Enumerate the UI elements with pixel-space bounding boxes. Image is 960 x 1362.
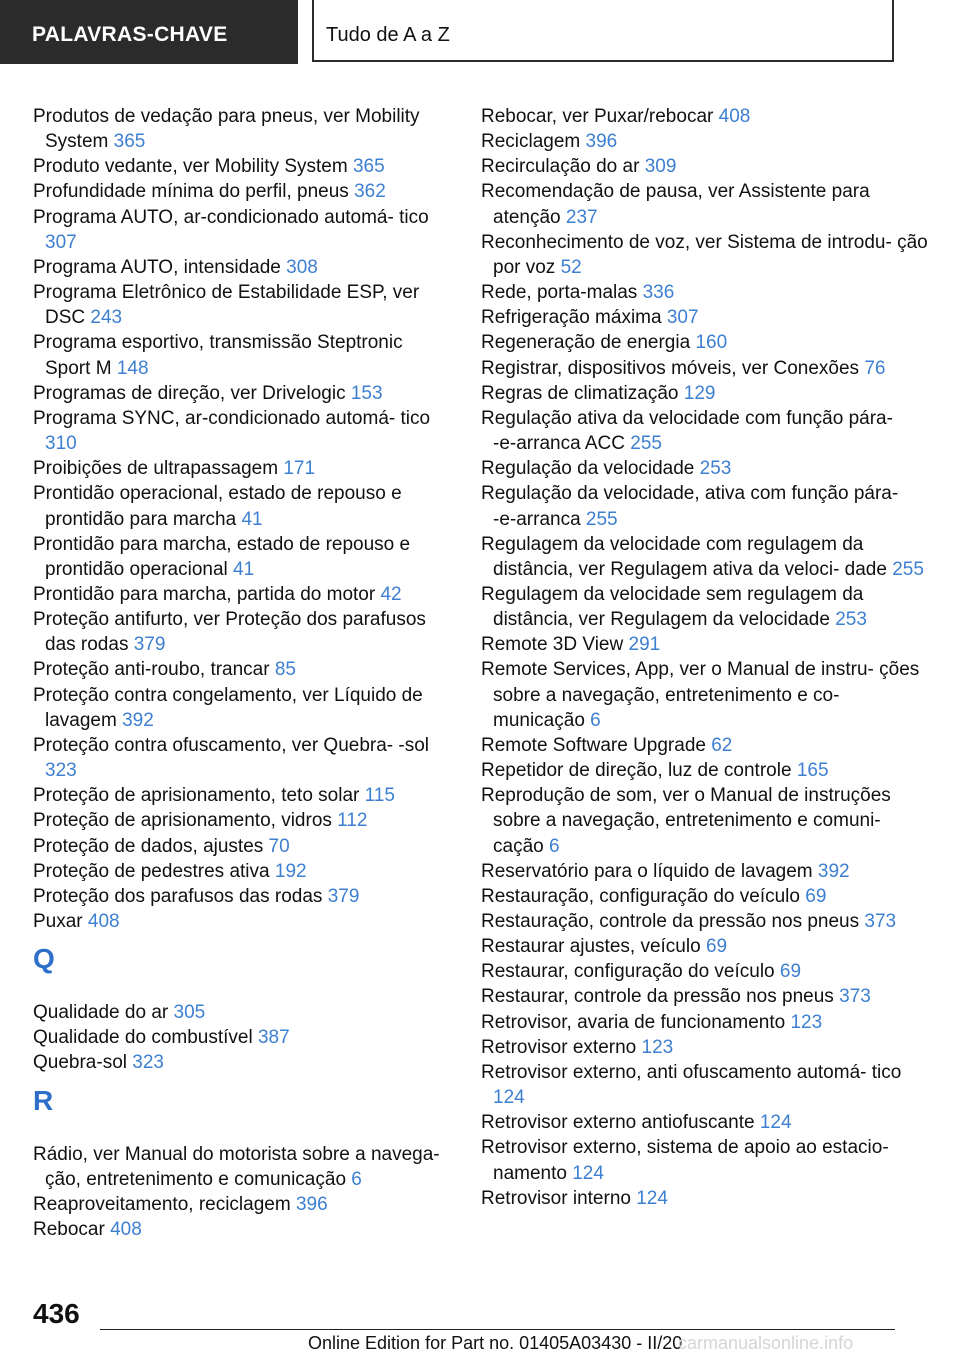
subsection-tab: Tudo de A a Z: [312, 0, 894, 62]
index-entry: [481, 330, 931, 355]
index-entry: [481, 305, 931, 330]
index-entry-term: Retrovisor interno: [481, 1187, 637, 1209]
page-reference-link[interactable]: 124: [759, 1112, 792, 1134]
index-entry-term: Programa esportivo, transmissão Steptronic Sport M: [33, 332, 403, 379]
page-reference-link[interactable]: 243: [90, 307, 123, 329]
index-entry-term: Proteção de dados, ajustes: [33, 835, 269, 857]
page-reference-link[interactable]: 112: [337, 810, 368, 832]
page-reference-link[interactable]: 365: [352, 156, 385, 178]
index-entry-term: Remote Software Upgrade: [481, 734, 712, 756]
index-entry-term: Reciclagem: [481, 131, 586, 153]
index-entry: [481, 657, 931, 732]
page-reference-link[interactable]: 115: [364, 785, 395, 807]
index-entry: [481, 959, 931, 984]
page-reference-link[interactable]: 291: [628, 634, 661, 656]
index-entry-term: Rebocar, ver Puxar/rebocar: [481, 106, 719, 127]
index-entry: [33, 532, 445, 582]
page-reference-link[interactable]: 373: [839, 986, 871, 1008]
index-entry: [481, 532, 931, 582]
index-entry-term: Recomendação de pausa, ver Assistente para atenção: [481, 181, 870, 228]
page-reference-link[interactable]: 124: [572, 1162, 604, 1184]
index-entry-term: Restaurar, configuração do veículo: [481, 961, 780, 983]
index-entry: [481, 582, 931, 632]
page-reference-link[interactable]: 307: [666, 307, 699, 329]
page-header: [0, 0, 960, 64]
page-reference-link[interactable]: 309: [644, 156, 677, 178]
index-entry-term: Retrovisor externo, sistema de apoio ao estacio‑ namento: [481, 1137, 889, 1184]
page-reference-link[interactable]: 192: [274, 860, 307, 882]
index-column-left: [33, 104, 445, 1242]
index-entry-term: Restaurar, controle da pressão nos pneus: [481, 986, 840, 1008]
index-entry: [481, 1135, 931, 1185]
index-entry-term: Proteção de pedestres ativa: [33, 860, 275, 882]
index-letter-heading: R: [33, 1084, 54, 1116]
index-entry: [481, 984, 931, 1009]
page-reference-link[interactable]: 123: [641, 1036, 674, 1058]
page-reference-link[interactable]: 52: [560, 256, 582, 278]
index-entry: [481, 280, 931, 305]
index-entry: [33, 154, 445, 179]
index-entry-term: Produto vedante, ver Mobility System: [33, 156, 353, 178]
index-entry: [481, 356, 931, 381]
index-entry: [33, 1000, 445, 1025]
page-reference-link[interactable]: 255: [630, 433, 662, 455]
page-reference-link[interactable]: 165: [796, 760, 829, 782]
page-reference-link[interactable]: 69: [705, 936, 728, 958]
index-entry-term: Prontidão operacional, estado de repouso e prontidão para marcha: [33, 483, 402, 530]
page-reference-link[interactable]: 124: [636, 1187, 668, 1209]
page-reference-link[interactable]: 373: [864, 911, 897, 932]
page-reference-link[interactable]: 255: [585, 508, 618, 530]
page-reference-link[interactable]: 171: [283, 458, 316, 480]
index-entry-term: Reservatório para o líquido de lavagem: [481, 860, 818, 882]
page-reference-link[interactable]: 379: [133, 634, 166, 656]
index-entry-term: Proteção anti‑roubo, trancar: [33, 659, 275, 681]
index-entry-term: Puxar: [33, 911, 88, 932]
index-entry-term: Rede, porta‑malas: [481, 282, 643, 304]
index-entry: [33, 884, 445, 909]
index-entry-term: Regulação da velocidade: [481, 458, 700, 480]
page-reference-link[interactable]: 153: [350, 382, 383, 404]
index-entry: [33, 280, 445, 330]
index-entry: [33, 657, 445, 682]
index-entry-term: Proteção dos parafusos das rodas: [33, 885, 328, 907]
page-number: 436: [33, 1298, 80, 1329]
index-entry: [481, 456, 931, 481]
index-entry: [33, 834, 445, 859]
index-entry: [481, 884, 931, 909]
index-entry-term: Restaurar ajustes, veículo: [481, 936, 706, 958]
index-entry-term: Programa AUTO, ar‑condicionado automá‑ tico: [33, 206, 429, 228]
page-reference-link[interactable]: 255: [892, 558, 924, 580]
page-reference-link[interactable]: 123: [790, 1011, 823, 1033]
index-entry-term: Proteção de aprisionamento, teto solar: [33, 785, 365, 807]
page-reference-link[interactable]: 85: [274, 659, 296, 681]
index-entry: [33, 205, 445, 255]
index-entry-term: Restauração, controle da pressão nos pneus: [481, 911, 865, 932]
index-entry-term: Restauração, configuração do veículo: [481, 885, 806, 907]
page-reference-link[interactable]: 253: [835, 609, 867, 631]
index-entry-term: Rádio, ver Manual do motorista sobre a navega‑ ção, entretenimento e comunicação: [33, 1143, 440, 1190]
index-entry-term: Retrovisor, avaria de funcionamento: [481, 1011, 791, 1033]
index-entry-term: Qualidade do combustível: [33, 1027, 258, 1049]
index-entry-term: Retrovisor externo, anti ofuscamento automá‑ tico: [481, 1061, 902, 1083]
page-reference-link[interactable]: 305: [173, 1002, 206, 1024]
index-entry: [481, 481, 931, 531]
page-reference-link[interactable]: 41: [241, 508, 263, 530]
index-entry-term: Profundidade mínima do perfil, pneus: [33, 181, 355, 203]
page-reference-link[interactable]: 362: [354, 181, 386, 203]
page-reference-link[interactable]: 69: [779, 961, 802, 983]
index-entry-term: Retrovisor externo antiofuscante: [481, 1112, 760, 1134]
index-entry-term: Proteção antifurto, ver Proteção dos parafusos das rodas: [33, 609, 426, 656]
page-reference-link[interactable]: 323: [45, 760, 77, 782]
index-entry: [481, 406, 931, 456]
index-entry-term: Prontidão para marcha, estado de repouso e prontidão operacional: [33, 533, 411, 580]
page-reference-link[interactable]: 307: [45, 231, 77, 253]
index-entry: [33, 330, 445, 380]
index-entry: [481, 1186, 931, 1211]
index-entry: [33, 381, 445, 406]
index-letter-heading: Q: [33, 943, 55, 975]
page-reference-link[interactable]: 396: [585, 131, 618, 153]
section-tab: PALAVRAS-CHAVE: [0, 0, 298, 64]
index-entry-term: Proteção de aprisionamento, vidros: [33, 810, 338, 832]
index-entry: [33, 1050, 445, 1075]
index-entry-term: Qualidade do ar: [33, 1002, 174, 1024]
page-reference-link[interactable]: 310: [45, 433, 77, 455]
index-entry-term: Recirculação do ar: [481, 156, 645, 178]
page-reference-link[interactable]: 6: [351, 1168, 362, 1190]
index-entry: [481, 859, 931, 884]
index-entry-term: Repetidor de direção, luz de controle: [481, 760, 797, 782]
index-entry: [481, 758, 931, 783]
index-entry-term: Programa AUTO, intensidade: [33, 256, 287, 278]
page-reference-link[interactable]: 392: [122, 709, 154, 731]
page-reference-link[interactable]: 408: [718, 106, 751, 127]
index-entry: [481, 381, 931, 406]
footer-divider: [100, 1329, 895, 1330]
index-entry: [481, 632, 931, 657]
index-entry-term: Programas de direção, ver Drivelogic: [33, 382, 351, 404]
index-entry: [33, 255, 445, 280]
page-reference-link[interactable]: 408: [87, 911, 120, 932]
page-reference-link[interactable]: 62: [711, 734, 733, 756]
index-entry-term: Proteção contra congelamento, ver Líquido de lavagem: [33, 684, 423, 731]
index-entry: [481, 154, 931, 179]
index-entry-term: Rebocar: [33, 1219, 111, 1241]
index-entry: [33, 1217, 445, 1242]
index-entry-term: Proibições de ultrapassagem: [33, 458, 284, 480]
index-entry: [33, 104, 445, 154]
index-entry: [481, 783, 931, 858]
index-entry: [481, 1060, 931, 1110]
index-entry: [33, 808, 445, 833]
index-entry: [481, 1035, 931, 1060]
index-entry-term: Prontidão para marcha, partida do motor: [33, 583, 381, 605]
index-entry-term: Regulagem da velocidade sem regulagem da distância, ver Regulagem da velocidade: [481, 583, 864, 631]
index-entry-term: Produtos de vedação para pneus, ver Mobility System: [33, 106, 420, 153]
index-entry: [481, 1110, 931, 1135]
index-entry: [481, 733, 931, 758]
index-entry: [481, 104, 931, 129]
index-entry: [33, 683, 445, 733]
page-reference-link[interactable]: 323: [132, 1052, 164, 1074]
index-entry: [481, 230, 931, 280]
page-reference-link[interactable]: 129: [683, 382, 716, 404]
index-entry-term: Regulação ativa da velocidade com função pára‑ ‑e‑arranca ACC: [481, 407, 893, 455]
index-entry-term: Regeneração de energia: [481, 332, 696, 354]
index-entry-term: Reconhecimento de voz, ver Sistema de introdu‑ ção por voz: [481, 231, 928, 278]
index-entry: [481, 179, 931, 229]
index-entry: [33, 406, 445, 456]
watermark: carmanualsonline.info: [678, 1333, 854, 1353]
index-entry: [33, 481, 445, 531]
index-entry: [33, 456, 445, 481]
index-entry: [33, 859, 445, 884]
page-reference-link[interactable]: 408: [110, 1219, 142, 1241]
index-entry-term: Reaproveitamento, reciclagem: [33, 1193, 296, 1215]
index-entry: [481, 1010, 931, 1035]
index-entry: [33, 1025, 445, 1050]
index-entry: [33, 607, 445, 657]
page-reference-link[interactable]: 237: [565, 206, 598, 228]
index-entry: [481, 129, 931, 154]
page-reference-link[interactable]: 379: [327, 885, 360, 907]
page-reference-link[interactable]: 41: [233, 558, 255, 580]
index-entry-term: Remote 3D View: [481, 634, 629, 656]
page-reference-link[interactable]: 253: [699, 458, 732, 480]
index-entry: [481, 909, 931, 934]
page-reference-link[interactable]: 69: [805, 885, 827, 907]
index-entry-term: Programa Eletrônico de Estabilidade ESP, ver DSC: [33, 282, 420, 329]
page-reference-link[interactable]: 6: [590, 709, 601, 731]
index-entry-term: Retrovisor externo: [481, 1036, 642, 1058]
page-reference-link[interactable]: 392: [817, 860, 850, 882]
index-entry: [33, 1142, 445, 1192]
index-entry: [33, 783, 445, 808]
index-entry-term: Regras de climatização: [481, 382, 684, 404]
index-entry: [33, 1192, 445, 1217]
index-entry: [33, 733, 445, 783]
page-reference-link[interactable]: 6: [548, 835, 560, 857]
index-entry-term: Refrigeração máxima: [481, 307, 667, 329]
page-reference-link[interactable]: 365: [113, 131, 146, 153]
page-reference-link[interactable]: 148: [116, 357, 149, 379]
index-entry-term: Reprodução de som, ver o Manual de instruções sobre a navegação, entretenimento e comuni‑ cação: [481, 785, 891, 857]
index-entry-term: Remote Services, App, ver o Manual de instru‑ ções sobre a navegação, entretenimento e co‑ municação: [481, 659, 920, 731]
page-reference-link[interactable]: 396: [295, 1193, 328, 1215]
page-reference-link[interactable]: 160: [695, 332, 728, 354]
index-entry-term: Proteção contra ofuscamento, ver Quebra‑ ‑sol: [33, 734, 430, 756]
index-column-right: [481, 104, 931, 1211]
page-reference-link[interactable]: 70: [268, 835, 290, 857]
index-entry: [33, 179, 445, 204]
page-reference-link[interactable]: 124: [493, 1087, 525, 1109]
index-entry: [33, 582, 445, 607]
page-reference-link[interactable]: 42: [380, 583, 402, 605]
page-reference-link[interactable]: 308: [286, 256, 318, 278]
page-reference-link[interactable]: 387: [257, 1027, 290, 1049]
index-entry-term: Registrar, dispositivos móveis, ver Conexões: [481, 357, 865, 379]
index-entry: [481, 934, 931, 959]
index-entry: [33, 909, 445, 934]
page-reference-link[interactable]: 336: [642, 282, 675, 304]
edition-note: Online Edition for Part no. 01405A03430 - II/20: [308, 1333, 683, 1353]
index-entry-term: Regulagem da velocidade com regulagem da distância, ver Regulagem ativa da veloci‑ dade: [481, 533, 893, 580]
index-entry-term: Programa SYNC, ar‑condicionado automá‑ tico: [33, 407, 431, 429]
index-entry-term: Regulação da velocidade, ativa com função pára‑ ‑e‑arranca: [481, 483, 899, 530]
page-reference-link[interactable]: 76: [864, 357, 886, 379]
index-entry-term: Quebra‑sol: [33, 1052, 133, 1074]
